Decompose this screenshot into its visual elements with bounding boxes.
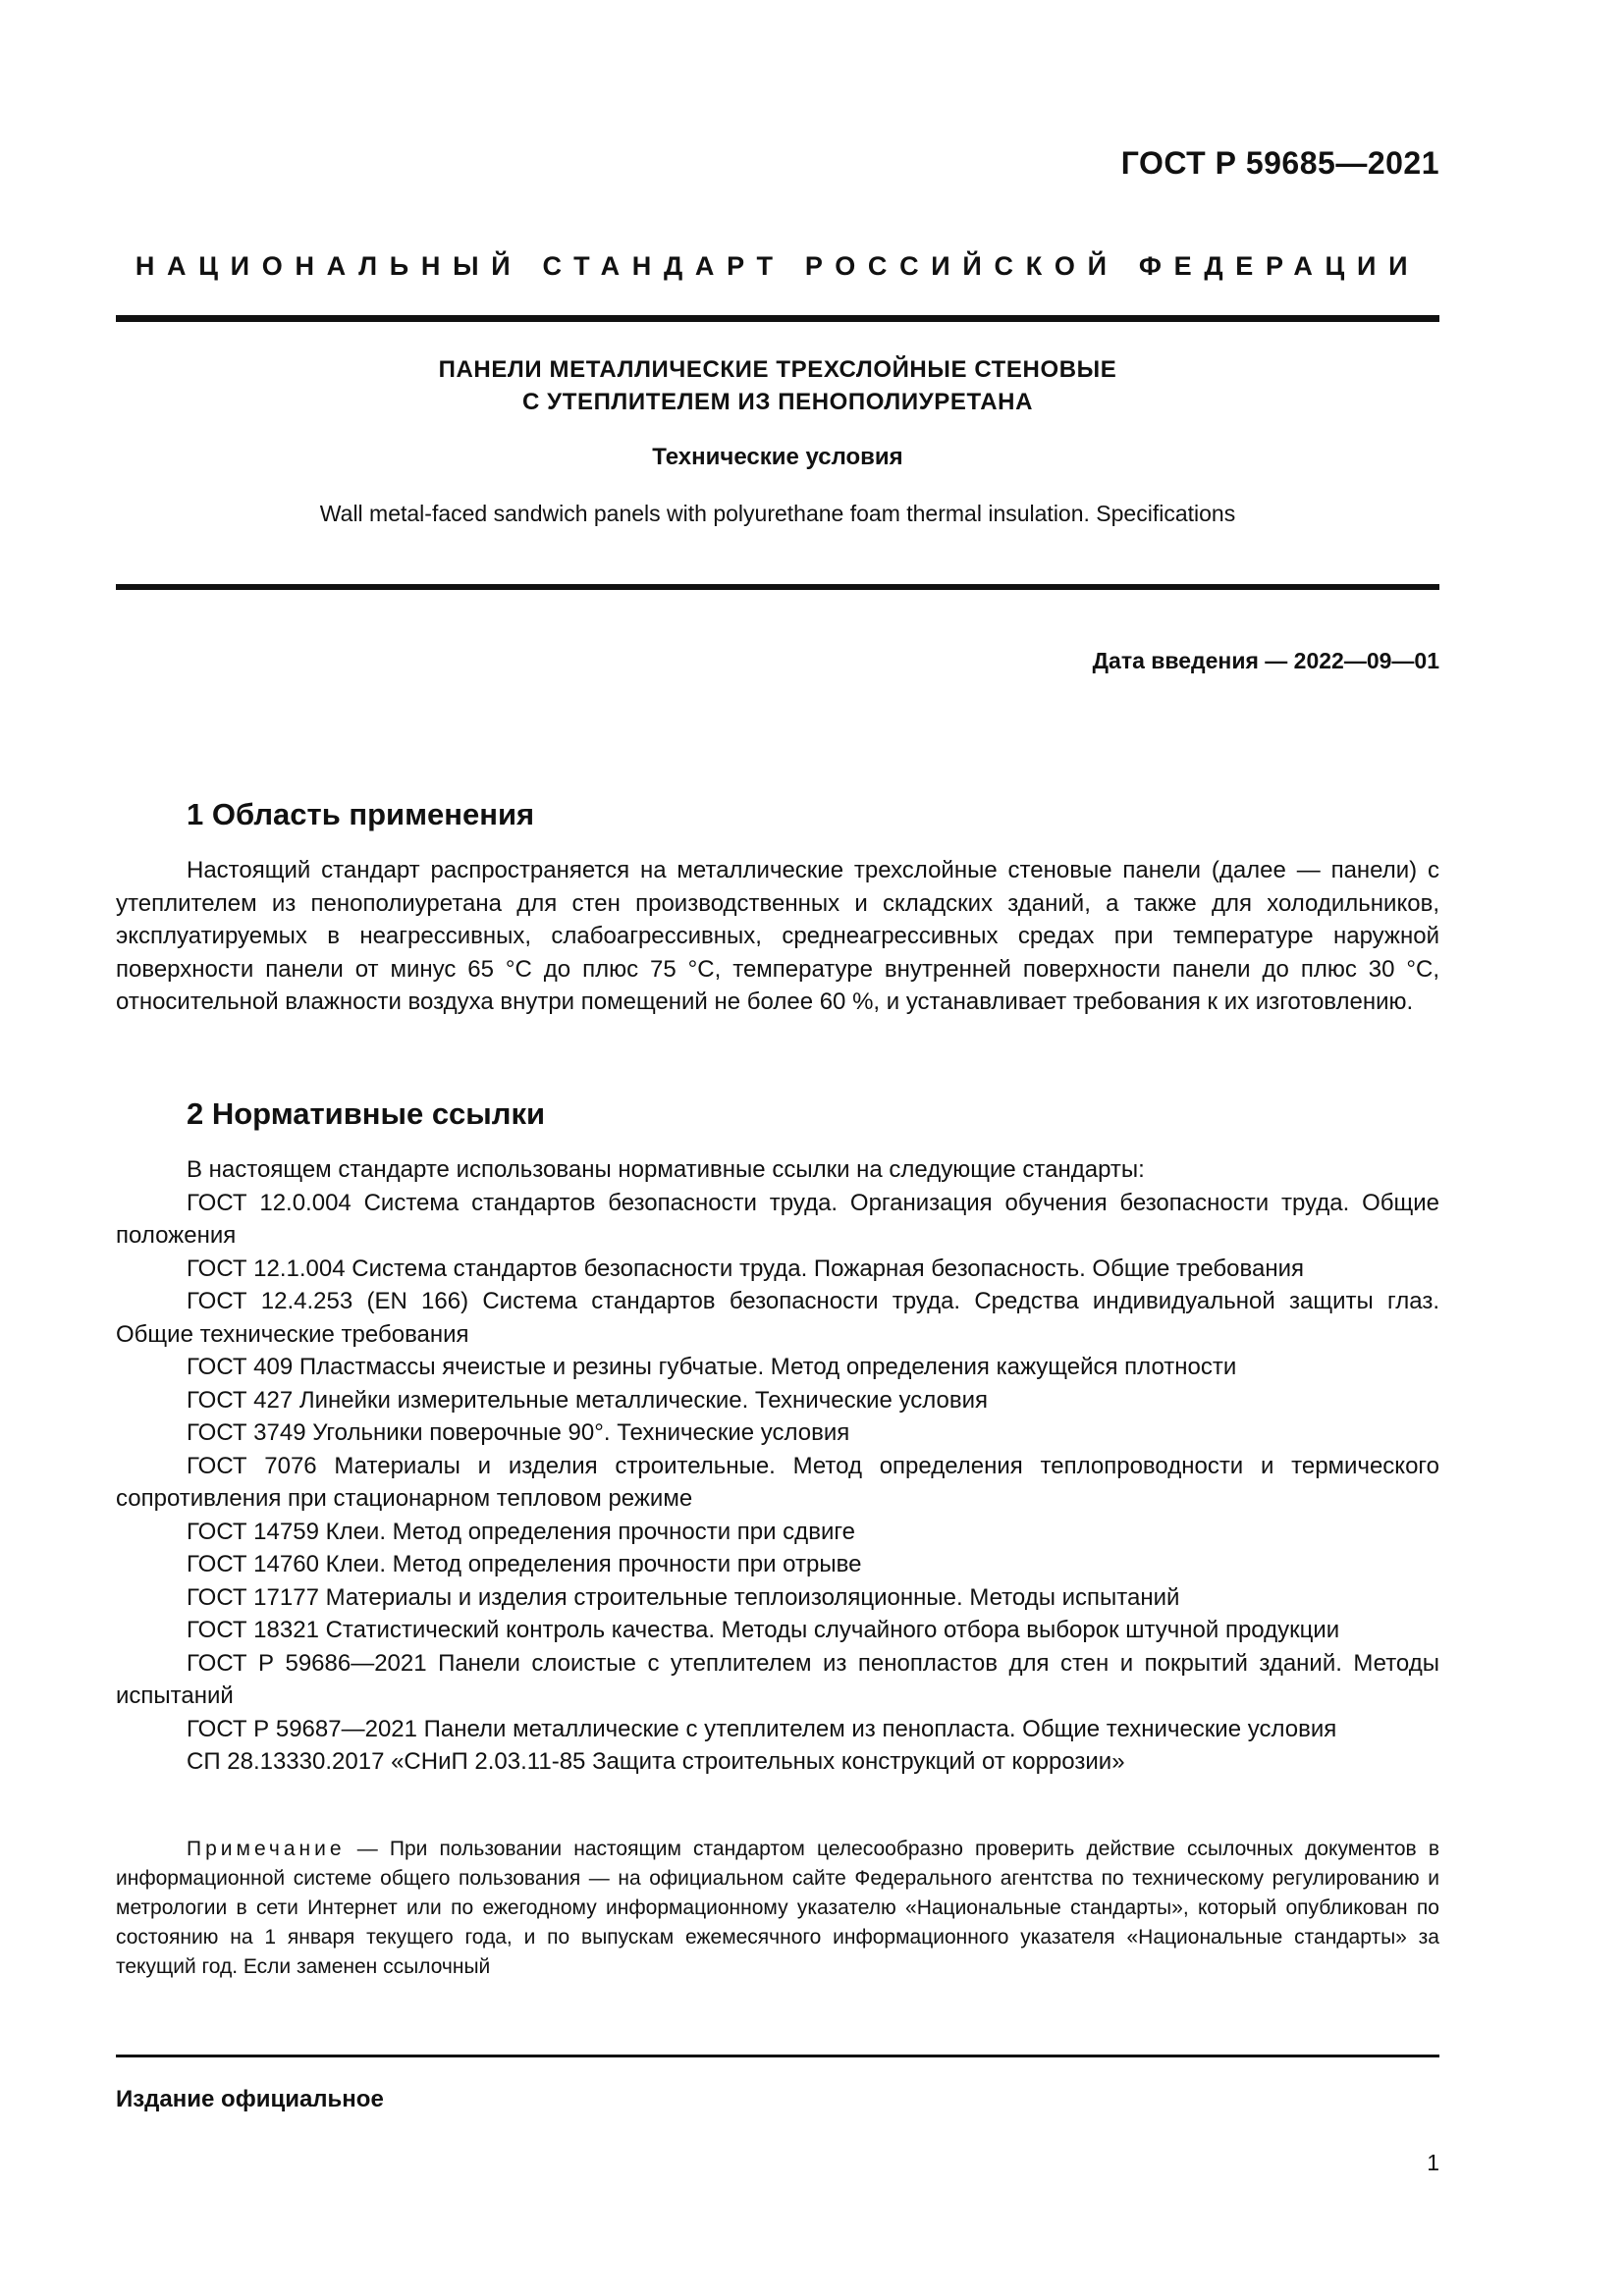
reference-item: ГОСТ 409 Пластмассы ячеистые и резины губчатые. Метод определения кажущейся плотности: [187, 1354, 1237, 1380]
title-rule: [116, 584, 1439, 590]
title-block: [116, 353, 1439, 527]
reference-item: ГОСТ Р 59686—2021 Панели слоистые с утеплителем из пенопластов для стен и покрытий зданий. Методы испытаний: [116, 1649, 1439, 1709]
title-line-1: ПАНЕЛИ МЕТАЛЛИЧЕСКИЕ ТРЕХСЛОЙНЫЕ СТЕНОВЫЕ: [438, 356, 1117, 383]
page-number: 1: [1427, 2150, 1439, 2175]
section-2-heading: 2 Нормативные ссылки: [187, 1096, 546, 1131]
title-line-2: С УТЕПЛИТЕЛЕМ ИЗ ПЕНОПОЛИУРЕТАНА: [521, 389, 1034, 415]
section-1-paragraph: Настоящий стандарт распространяется на металлические трехслойные стеновые панели (далее — панели) с утеплителем из пенополиуретана для стен производственных и складских зданий, а также для холодильников, эксплуатируемых в неагрессивных, слабоагрессивных, среднеагрессивных средах при температуре наружной поверхности панели от минус 65 °С до плюс 75 °С, температуре внутренней поверхности панели до плюс 30 °С, относительной влажности воздуха внутри помещений не более 60 %, и устанавливает требования к их изготовлению.: [116, 857, 1439, 1015]
section-1-heading: 1 Область применения: [187, 797, 535, 831]
note-body: — При пользовании настоящим стандартом целесообразно проверить действие ссылочных документов в информационной системе общего пользования — на официальном сайте Федерального агентства по техническому регулированию и метрологии в сети Интернет или по ежегодному информационному указателю «Национальные стандарты», который опубликован по состоянию на 1 января текущего года, и по выпускам ежемесячного информационного указателя «Национальные стандарты» за текущий год. Если заменен ссылочный: [116, 1838, 1439, 1978]
document-code: ГОСТ Р 59685—2021: [1120, 145, 1439, 181]
reference-item: ГОСТ 7076 Материалы и изделия строительные. Метод определения теплопроводности и термического сопротивления при стационарном тепловом режиме: [116, 1452, 1439, 1512]
national-standard-banner: НАЦИОНАЛЬНЫЙ СТАНДАРТ РОССИЙСКОЙ ФЕДЕРАЦИИ: [135, 251, 1421, 281]
document-subtitle: Технические условия: [652, 444, 903, 470]
section-2-intro: В настоящем стандарте использованы нормативные ссылки на следующие стандарты:: [187, 1156, 1145, 1183]
reference-item: ГОСТ Р 59687—2021 Панели металлические с утеплителем из пенопласта. Общие технические условия: [187, 1715, 1337, 1742]
reference-item: ГОСТ 14759 Клеи. Метод определения прочности при сдвиге: [187, 1518, 855, 1545]
reference-item: ГОСТ 17177 Материалы и изделия строительные теплоизоляционные. Методы испытаний: [187, 1583, 1180, 1611]
reference-item: ГОСТ 3749 Угольники поверочные 90°. Технические условия: [187, 1419, 850, 1446]
note-paragraph: [116, 1835, 1439, 1982]
section-2-body: [116, 1153, 1439, 1779]
section-1-body: [116, 854, 1439, 1019]
english-title: Wall metal-faced sandwich panels with polyurethane foam thermal insulation. Specifications: [319, 501, 1236, 526]
reference-item: ГОСТ 14760 Клеи. Метод определения прочности при отрыве: [187, 1551, 862, 1577]
reference-item: ГОСТ 427 Линейки измерительные металлические. Технические условия: [187, 1386, 988, 1414]
header-rule: [116, 315, 1439, 322]
reference-item: ГОСТ 12.4.253 (EN 166) Система стандартов безопасности труда. Средства индивидуальной защиты глаз. Общие технические требования: [116, 1288, 1439, 1348]
reference-item: ГОСТ 18321 Статистический контроль качества. Методы случайного отбора выборок штучной продукции: [187, 1617, 1340, 1643]
note-label: Примечание: [187, 1838, 346, 1860]
footer-rule: [116, 2055, 1439, 2057]
reference-item: СП 28.13330.2017 «СНиП 2.03.11-85 Защита строительных конструкций от коррозии»: [187, 1748, 1125, 1775]
reference-item: ГОСТ 12.1.004 Система стандартов безопасности труда. Пожарная безопасность. Общие требования: [187, 1255, 1305, 1282]
introduction-date: Дата введения — 2022—09—01: [1092, 648, 1439, 673]
official-edition-label: Издание официальное: [116, 2086, 384, 2112]
reference-item: ГОСТ 12.0.004 Система стандартов безопасности труда. Организация обучения безопасности труда. Общие положения: [116, 1189, 1439, 1249]
